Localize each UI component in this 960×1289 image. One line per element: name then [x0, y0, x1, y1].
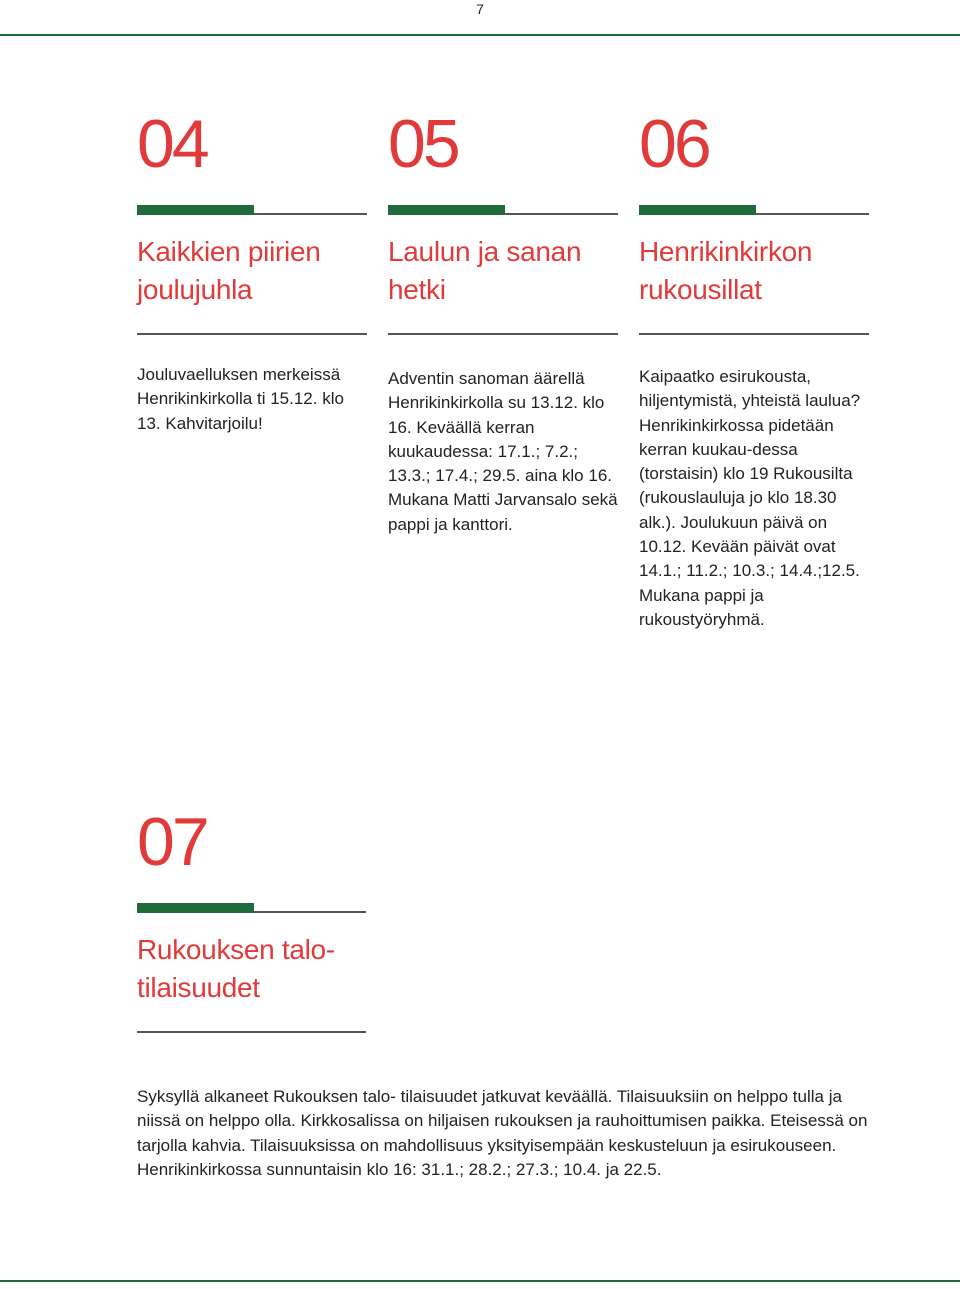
section-title: Laulun ja sanan hetki	[388, 236, 582, 305]
section-text: Kaipaatko esirukousta, hiljentymistä, yhteistä laulua? Henrikinkirkossa pidetään kerran kuukau-dessa (torstaisin) klo 19 Rukousilta (rukouslauluja jo klo 18.30 alk.). Joulukuun päivä on 10.12. Kevään päivät ovat 14.1.; 11.2.; 10.3.; 14.4.;12.5. Mukana pappi ja rukoustyöryhmä.	[639, 367, 861, 629]
section-divider	[137, 903, 366, 913]
page-number: 7	[476, 1, 484, 17]
section-title: Rukouksen talo-tilaisuudet	[137, 934, 335, 1003]
section-divider	[388, 205, 618, 215]
section-divider	[137, 205, 367, 215]
title-underline	[137, 333, 367, 335]
section-06	[639, 106, 869, 632]
section-text: Syksyllä alkaneet Rukouksen talo- tilaisuudet jatkuvat keväällä. Tilaisuuksiin on helppo tulla ja niissä on helppo olla. Kirkkosalissa on hiljaisen rukouksen ja rauhoittumisen paikka. Eteisessä on tarjolla kahvia. Tilaisuuksissa on mahdollisuus yksityisempään keskusteluun ja esirukouseen. Henrikinkirkossa sunnuntaisin klo 16: 31.1.; 28.2.; 27.3.; 10.4. ja 22.5.	[137, 1087, 868, 1179]
section-title: Henrikinkirkon rukousillat	[639, 236, 813, 305]
title-underline	[388, 333, 618, 335]
section-05	[388, 106, 618, 537]
section-04	[137, 106, 367, 436]
top-rule	[0, 34, 960, 36]
title-underline	[137, 1031, 366, 1033]
bottom-rule	[0, 1280, 960, 1282]
section-07	[137, 804, 877, 1182]
section-text: Adventin sanoman äärellä Henrikinkirkolla su 13.12. klo 16. Keväällä kerran kuukaudessa: 17.1.; 7.2.; 13.3.; 17.4.; 29.5. aina klo 16. Mukana Matti Jarvansalo sekä pappi ja kanttori.	[388, 369, 618, 534]
title-underline	[639, 333, 869, 335]
section-number: 06	[639, 106, 709, 182]
section-title: Kaikkien piirien joulujuhla	[137, 236, 321, 305]
section-number: 04	[137, 106, 207, 182]
section-text: Jouluvaelluksen merkeissä Henrikinkirkolla ti 15.12. klo 13. Kahvitarjoilu!	[137, 365, 344, 433]
section-number: 07	[137, 804, 207, 880]
section-number: 05	[388, 106, 458, 182]
section-divider	[639, 205, 869, 215]
